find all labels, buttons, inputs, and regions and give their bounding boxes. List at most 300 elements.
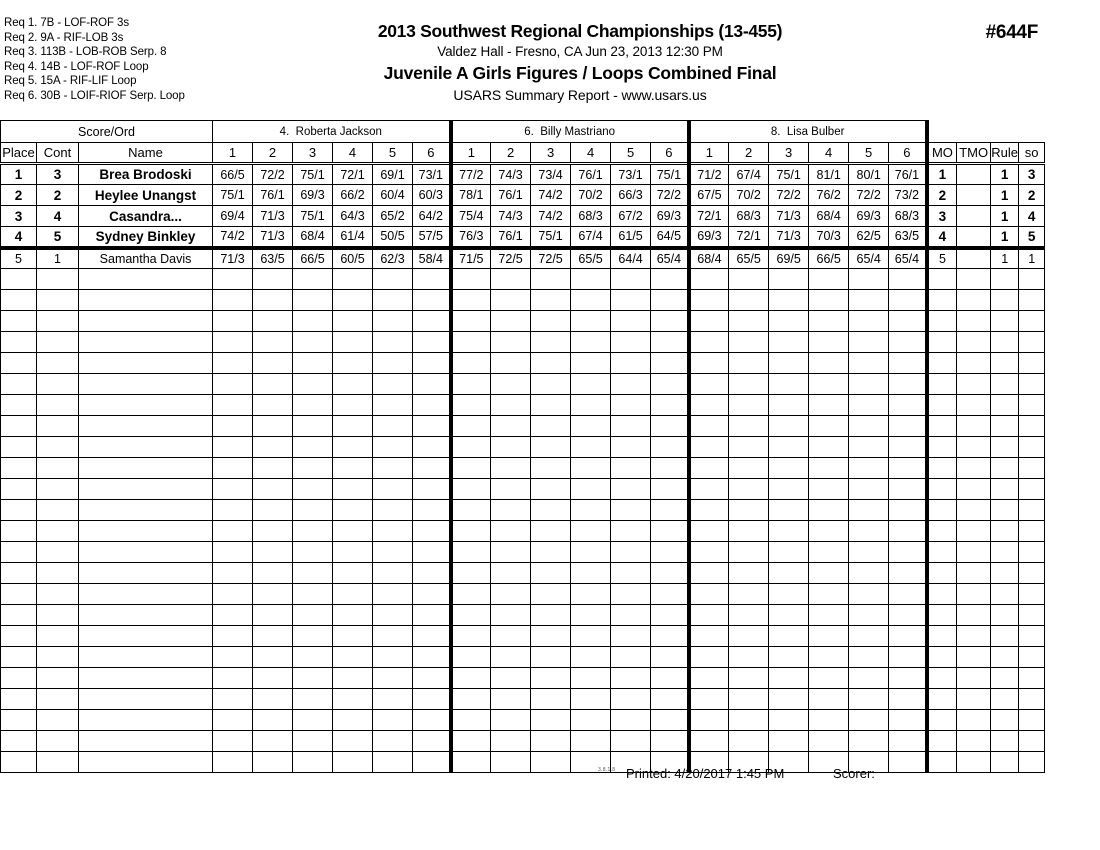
column-header-judge3-fig3: 3 [769,143,809,164]
cell-score-judge2-fig1: 76/3 [451,227,491,248]
cell-empty [849,437,889,458]
cell-empty [611,395,651,416]
cell-empty [253,668,293,689]
cell-empty [531,668,571,689]
cell-score-judge2-fig5: 64/4 [611,248,651,269]
cell-empty [1019,542,1045,563]
cell-empty [79,668,213,689]
cell-empty [849,563,889,584]
cell-empty [37,353,79,374]
cell-empty [991,605,1019,626]
cell-score-judge3-fig4: 66/5 [809,248,849,269]
cell-empty [213,458,253,479]
table-row[interactable] [1,206,1045,227]
cell-empty [451,269,491,290]
cell-empty [957,668,991,689]
cell-empty [769,605,809,626]
cell-empty [1019,563,1045,584]
cell-empty [79,311,213,332]
cell-empty [293,290,333,311]
cell-empty [957,374,991,395]
cell-empty [611,290,651,311]
table-row-empty[interactable] [1,626,1045,647]
cell-empty [991,668,1019,689]
judge-name: Roberta Jackson [295,125,382,138]
table-row-empty[interactable] [1,584,1045,605]
cell-empty [293,479,333,500]
cell-empty [991,311,1019,332]
cell-empty [333,710,373,731]
table-row-empty[interactable] [1,542,1045,563]
cell-empty [373,290,413,311]
cell-empty [927,689,957,710]
column-header-tmo: TMO [957,143,991,164]
cell-score-judge2-fig3: 74/2 [531,206,571,227]
cell-empty [809,353,849,374]
cell-empty [37,689,79,710]
cell-empty [889,395,927,416]
cell-cont: 5 [37,227,79,248]
cell-score-judge3-fig5: 65/4 [849,248,889,269]
cell-empty [1019,437,1045,458]
division-title: Juvenile A Girls Figures / Loops Combined Final [383,63,777,83]
cell-score-judge3-fig2: 70/2 [729,185,769,206]
table-row-empty[interactable] [1,731,1045,752]
cell-empty [491,647,531,668]
cell-empty [729,710,769,731]
judge-name: Billy Mastriano [540,125,616,138]
cell-empty [37,521,79,542]
cell-empty [849,647,889,668]
judge-band-row [1,121,1045,143]
cell-empty [849,374,889,395]
judge-name: Lisa Bulber [786,125,845,138]
cell-empty [651,458,689,479]
cell-mo: 4 [927,227,957,248]
cell-empty [253,542,293,563]
cell-empty [651,416,689,437]
requirement-line: Req 5. 15A - RIF-LIF Loop [4,75,137,88]
cell-empty [611,563,651,584]
cell-empty [253,353,293,374]
cell-empty [809,563,849,584]
cell-empty [927,668,957,689]
cell-empty [373,584,413,605]
cell-empty [531,479,571,500]
table-row[interactable] [1,185,1045,206]
cell-empty [413,563,451,584]
cell-empty [991,374,1019,395]
cell-empty [413,626,451,647]
cell-empty [889,311,927,332]
cell-empty [79,542,213,563]
cell-empty [213,689,253,710]
cell-empty [769,521,809,542]
cell-score-judge2-fig4: 67/4 [571,227,611,248]
cell-empty [849,416,889,437]
cell-empty [293,626,333,647]
table-row-empty[interactable] [1,647,1045,668]
cell-empty [927,416,957,437]
cell-empty [729,584,769,605]
table-row[interactable] [1,227,1045,248]
column-header-judge2-fig3: 3 [531,143,571,164]
cell-empty [1,710,37,731]
table-row-empty[interactable] [1,290,1045,311]
cell-empty [491,437,531,458]
cell-score-judge1-fig3: 75/1 [293,164,333,185]
cell-empty [651,395,689,416]
cell-empty [491,416,531,437]
table-row-empty[interactable] [1,500,1045,521]
cell-empty [1019,395,1045,416]
cell-empty [1019,668,1045,689]
cell-empty [491,563,531,584]
cell-empty [651,479,689,500]
cell-empty [37,332,79,353]
cell-empty [79,332,213,353]
table-row-empty[interactable] [1,563,1045,584]
cell-empty [531,353,571,374]
cell-empty [571,668,611,689]
cell-empty [79,584,213,605]
cell-empty [253,710,293,731]
cell-empty [849,710,889,731]
cell-score-judge1-fig6: 58/4 [413,248,451,269]
table-row-empty[interactable] [1,689,1045,710]
cell-score-judge2-fig5: 67/2 [611,206,651,227]
cell-empty [889,416,927,437]
judge-number: 6. [524,125,534,138]
table-row-empty[interactable] [1,374,1045,395]
column-header-judge1-fig6: 6 [413,143,451,164]
cell-empty [1,269,37,290]
cell-empty [413,311,451,332]
cell-score-judge1-fig4: 66/2 [333,185,373,206]
cell-empty [849,458,889,479]
table-row-empty[interactable] [1,437,1045,458]
cell-empty [1019,500,1045,521]
table-row[interactable] [1,248,1045,269]
cell-empty [213,626,253,647]
requirement-line: Req 4. 14B - LOF-ROF Loop [4,60,149,73]
judge-header-3 [689,121,927,143]
cell-empty [991,395,1019,416]
cell-empty [651,437,689,458]
table-row[interactable] [1,164,1045,185]
cell-empty [889,626,927,647]
cell-empty [769,668,809,689]
cell-empty [213,584,253,605]
venue-datetime: Valdez Hall - Fresno, CA Jun 23, 2013 12:30 PM [437,44,723,59]
cell-rule: 1 [991,227,1019,248]
cell-empty [413,290,451,311]
cell-empty [769,500,809,521]
cell-empty [889,479,927,500]
cell-empty [611,500,651,521]
table-row-empty[interactable] [1,269,1045,290]
cell-score-judge2-fig6: 64/5 [651,227,689,248]
cell-empty [253,332,293,353]
cell-empty [611,731,651,752]
cell-empty [79,353,213,374]
cell-rule: 1 [991,206,1019,227]
cell-empty [927,563,957,584]
cell-empty [927,542,957,563]
cell-empty [849,500,889,521]
cell-empty [651,521,689,542]
cell-score-judge1-fig4: 61/4 [333,227,373,248]
cell-empty [809,710,849,731]
cell-empty [957,542,991,563]
cell-empty [451,353,491,374]
cell-empty [1019,458,1045,479]
cell-empty [689,668,729,689]
cell-empty [991,290,1019,311]
cell-empty [1019,269,1045,290]
cell-empty [809,584,849,605]
cell-empty [729,668,769,689]
cell-empty [689,416,729,437]
cell-empty [689,311,729,332]
cell-empty [957,563,991,584]
report-header [230,20,930,105]
cell-score-judge1-fig4: 60/5 [333,248,373,269]
cell-empty [1019,332,1045,353]
cell-empty [889,647,927,668]
table-row-empty[interactable] [1,710,1045,731]
cell-empty [79,605,213,626]
table-row-empty[interactable] [1,395,1045,416]
cell-score-judge2-fig2: 76/1 [491,227,531,248]
cell-empty [729,374,769,395]
cell-empty [491,479,531,500]
table-row-empty[interactable] [1,332,1045,353]
cell-empty [957,689,991,710]
cell-empty [957,605,991,626]
cell-empty [1,437,37,458]
cell-empty [213,521,253,542]
cell-empty [651,731,689,752]
cell-empty [293,563,333,584]
cell-empty [79,521,213,542]
cell-empty [849,668,889,689]
cell-empty [991,332,1019,353]
cell-empty [531,563,571,584]
cell-empty [37,647,79,668]
cell-empty [531,395,571,416]
column-header-place: Place [1,143,37,164]
cell-empty [1,395,37,416]
cell-empty [571,353,611,374]
cell-empty [253,395,293,416]
cell-empty [729,500,769,521]
cell-empty [571,458,611,479]
cell-empty [79,647,213,668]
cell-score-judge1-fig5: 60/4 [373,185,413,206]
cell-place: 4 [1,227,37,248]
cell-empty [991,269,1019,290]
cell-empty [651,311,689,332]
cell-empty [293,353,333,374]
cell-empty [333,563,373,584]
cell-score-judge2-fig2: 74/3 [491,206,531,227]
cell-empty [991,500,1019,521]
cell-empty [1019,290,1045,311]
cell-empty [849,353,889,374]
column-header-judge3-fig5: 5 [849,143,889,164]
cell-empty [1,731,37,752]
cell-score-judge2-fig2: 74/3 [491,164,531,185]
cell-empty [37,395,79,416]
cell-empty [253,437,293,458]
cell-empty [451,479,491,500]
cell-so: 3 [1019,164,1045,185]
cell-score-judge3-fig5: 80/1 [849,164,889,185]
cell-score-judge1-fig4: 64/3 [333,206,373,227]
table-row-empty[interactable] [1,521,1045,542]
cell-empty [373,311,413,332]
column-header-judge2-fig1: 1 [451,143,491,164]
cell-empty [333,731,373,752]
cell-score-judge3-fig2: 72/1 [729,227,769,248]
cell-empty [689,584,729,605]
cell-empty [293,689,333,710]
cell-empty [927,290,957,311]
column-header-judge3-fig1: 1 [689,143,729,164]
scorer-label: Scorer: [833,766,875,781]
judge-header-1 [213,121,451,143]
column-header-judge3-fig6: 6 [889,143,927,164]
cell-empty [37,416,79,437]
report-footer [0,766,1045,788]
cell-empty [1019,374,1045,395]
cell-empty [651,542,689,563]
cell-skater-name: Casandra... [79,206,213,227]
cell-empty [37,542,79,563]
cell-empty [373,500,413,521]
cell-empty [451,542,491,563]
cell-empty [611,689,651,710]
cell-tmo [957,164,991,185]
column-header-rule: Rule [991,143,1019,164]
cell-empty [253,458,293,479]
cell-score-judge2-fig2: 76/1 [491,185,531,206]
cell-score-judge2-fig3: 74/2 [531,185,571,206]
cell-empty [293,647,333,668]
cell-empty [957,353,991,374]
cell-empty [957,584,991,605]
cell-empty [611,710,651,731]
cell-empty [1,500,37,521]
cell-empty [991,437,1019,458]
cell-empty [1019,353,1045,374]
cell-empty [333,542,373,563]
cell-empty [37,563,79,584]
table-row-empty[interactable] [1,311,1045,332]
cell-empty [689,563,729,584]
cell-score-judge3-fig6: 65/4 [889,248,927,269]
cell-empty [991,521,1019,542]
cell-empty [37,374,79,395]
cell-empty [689,479,729,500]
cell-empty [769,479,809,500]
cell-empty [571,290,611,311]
cell-empty [957,647,991,668]
cell-empty [849,521,889,542]
cell-empty [729,563,769,584]
cell-empty [213,374,253,395]
cell-empty [651,290,689,311]
cell-empty [451,647,491,668]
cell-empty [689,521,729,542]
table-row-empty[interactable] [1,458,1045,479]
cell-empty [531,311,571,332]
table-row-empty[interactable] [1,668,1045,689]
cell-empty [373,626,413,647]
cell-empty [571,542,611,563]
cell-empty [889,605,927,626]
cell-empty [253,689,293,710]
cell-empty [769,416,809,437]
cell-empty [769,647,809,668]
cell-empty [333,584,373,605]
cell-empty [957,479,991,500]
cell-rule: 1 [991,248,1019,269]
requirement-line: Req 3. 113B - LOB-ROB Serp. 8 [4,46,167,59]
cell-empty [491,353,531,374]
cell-empty [1,668,37,689]
cell-empty [333,521,373,542]
cell-empty [651,584,689,605]
table-row-empty[interactable] [1,605,1045,626]
cell-empty [571,332,611,353]
cell-empty [531,290,571,311]
cell-empty [889,689,927,710]
cell-score-judge1-fig6: 64/2 [413,206,451,227]
cell-empty [531,731,571,752]
cell-empty [531,605,571,626]
table-row-empty[interactable] [1,416,1045,437]
cell-empty [253,626,293,647]
cell-empty [491,710,531,731]
judge-number: 4. [279,125,290,138]
cell-empty [809,500,849,521]
cell-empty [373,374,413,395]
cell-empty [413,332,451,353]
cell-empty [571,500,611,521]
cell-empty [491,584,531,605]
band-tail-spacer [927,121,1045,143]
cell-empty [1,332,37,353]
cell-empty [651,563,689,584]
table-row-empty[interactable] [1,353,1045,374]
cell-empty [333,311,373,332]
table-row-empty[interactable] [1,479,1045,500]
cell-empty [1019,647,1045,668]
cell-score-judge2-fig1: 75/4 [451,206,491,227]
cell-empty [413,731,451,752]
cell-empty [729,395,769,416]
cell-empty [991,479,1019,500]
cell-empty [491,311,531,332]
cell-empty [1019,605,1045,626]
cell-empty [689,731,729,752]
cell-empty [531,416,571,437]
cell-empty [1019,521,1045,542]
cell-empty [957,269,991,290]
cell-empty [769,542,809,563]
